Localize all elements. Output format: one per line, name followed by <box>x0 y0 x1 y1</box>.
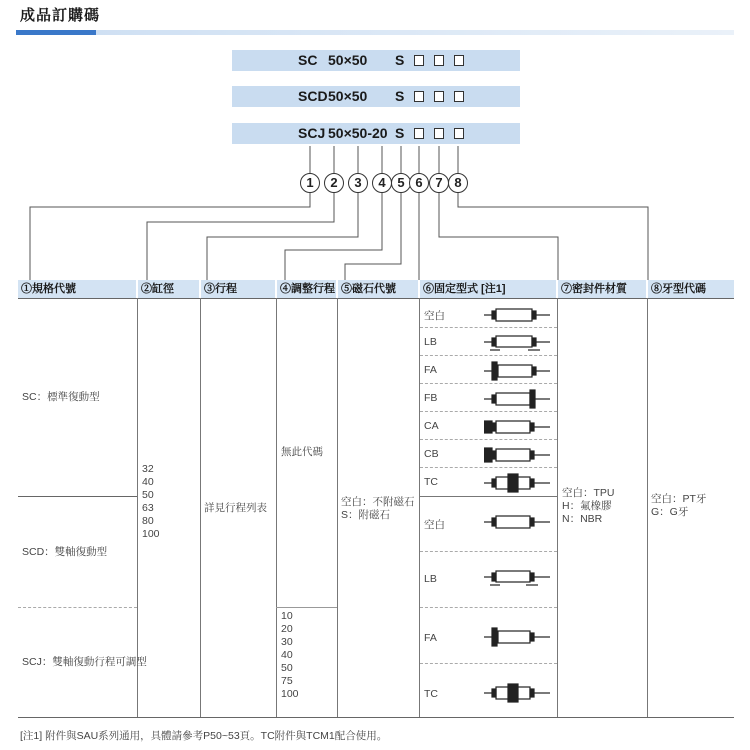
code-s: S <box>395 88 405 104</box>
mount-label: LB <box>424 573 437 585</box>
code-spec: 50×50 <box>328 88 368 104</box>
col-divider <box>337 298 338 717</box>
series-scj: SCJ：雙軸復動行程可調型 <box>22 656 147 668</box>
row-divider <box>18 496 137 497</box>
cylinder-tc-icon <box>484 473 554 493</box>
seal-text: 空白：TPU H：氟橡膠 N：NBR <box>562 487 615 525</box>
callout-circle: 7 <box>429 173 449 193</box>
header-seal: ⑦密封件材質 <box>558 280 646 298</box>
callout-circle: 4 <box>372 173 392 193</box>
header-spec-code: ①規格代號 <box>18 280 136 298</box>
callout-circle: 2 <box>324 173 344 193</box>
series-scd: SCD：雙軸復動型 <box>22 546 108 558</box>
cylinder-double-lb-icon <box>484 568 554 588</box>
header-magnet: ⑤磁石代號 <box>338 280 418 298</box>
mount-row-divider <box>420 411 557 413</box>
code-prefix: SCJ <box>298 125 326 141</box>
mount-label: 空白 <box>424 310 445 322</box>
header-bore: ②缸徑 <box>138 280 199 298</box>
col-divider <box>137 298 138 717</box>
series-sc: SC：標準復動型 <box>22 391 100 403</box>
adjust-values: 10 20 30 40 50 75 100 <box>281 610 299 700</box>
page-title: 成品訂購碼 <box>20 7 101 24</box>
code-spec: 50×50 <box>328 52 368 68</box>
mount-row-divider <box>420 551 557 553</box>
row-divider <box>276 607 337 608</box>
header-stroke: ③行程 <box>201 280 275 298</box>
code-s: S <box>395 125 405 141</box>
magnet-text: 空白：不附磁石 S：附磁石 <box>341 496 415 521</box>
callout-circle: 1 <box>300 173 320 193</box>
footnote: [注1] 附件與SAU系列通用，具體請參考P50~53頁。TC附件與TCM1配合使用。 <box>20 730 388 742</box>
callout-circle: 8 <box>448 173 468 193</box>
mount-label: FA <box>424 364 437 376</box>
mount-label: FA <box>424 632 437 644</box>
code-prefix: SCD <box>298 88 328 104</box>
cylinder-double-fa-icon <box>484 627 554 647</box>
mount-label: 空白 <box>424 519 445 531</box>
col-divider <box>557 298 558 717</box>
cylinder-ca-icon <box>484 417 554 437</box>
mount-row-divider <box>420 355 557 357</box>
header-mount: ⑥固定型式 [注1] <box>420 280 556 298</box>
cylinder-lb-icon <box>484 333 554 353</box>
col-divider <box>419 298 420 717</box>
thread-text: 空白：PT牙 G：G牙 <box>651 493 707 518</box>
cylinder-fb-icon <box>484 389 554 409</box>
code-s: S <box>395 52 405 68</box>
mount-row-divider <box>420 467 557 469</box>
mount-label: FB <box>424 392 438 404</box>
cylinder-cb-icon <box>484 445 554 465</box>
mount-row-divider <box>420 327 557 329</box>
row-divider <box>18 607 137 609</box>
mount-label: TC <box>424 476 438 488</box>
mount-label: CA <box>424 420 439 432</box>
mount-row-divider <box>420 383 557 385</box>
col-divider <box>647 298 648 717</box>
bore-values: 32 40 50 63 80 100 <box>142 463 160 540</box>
stroke-text: 詳見行程列表 <box>204 502 267 514</box>
callout-circle: 6 <box>409 173 429 193</box>
cylinder-double-tc-icon <box>484 683 554 703</box>
mount-row-divider <box>420 439 557 441</box>
adjust-none: 無此代碼 <box>281 446 323 458</box>
table-bottom-line <box>18 717 734 718</box>
header-adjust-stroke: ④調整行程 <box>277 280 336 298</box>
code-prefix: SC <box>298 52 318 68</box>
mount-label: LB <box>424 336 437 348</box>
table-top-line <box>18 298 734 299</box>
col-divider <box>200 298 201 717</box>
mount-row-divider <box>420 663 557 665</box>
mount-row-divider <box>420 496 557 497</box>
code-spec: 50×50-20 <box>328 125 388 141</box>
cylinder-double-plain-icon <box>484 512 554 532</box>
cylinder-fa-icon <box>484 361 554 381</box>
callout-circle: 3 <box>348 173 368 193</box>
mount-label: CB <box>424 448 439 460</box>
header-thread: ⑧牙型代碼 <box>648 280 734 298</box>
col-divider <box>276 298 277 717</box>
callout-circle: 5 <box>391 173 411 193</box>
mount-label: TC <box>424 688 438 700</box>
cylinder-plain-icon <box>484 305 554 325</box>
mount-row-divider <box>420 607 557 609</box>
